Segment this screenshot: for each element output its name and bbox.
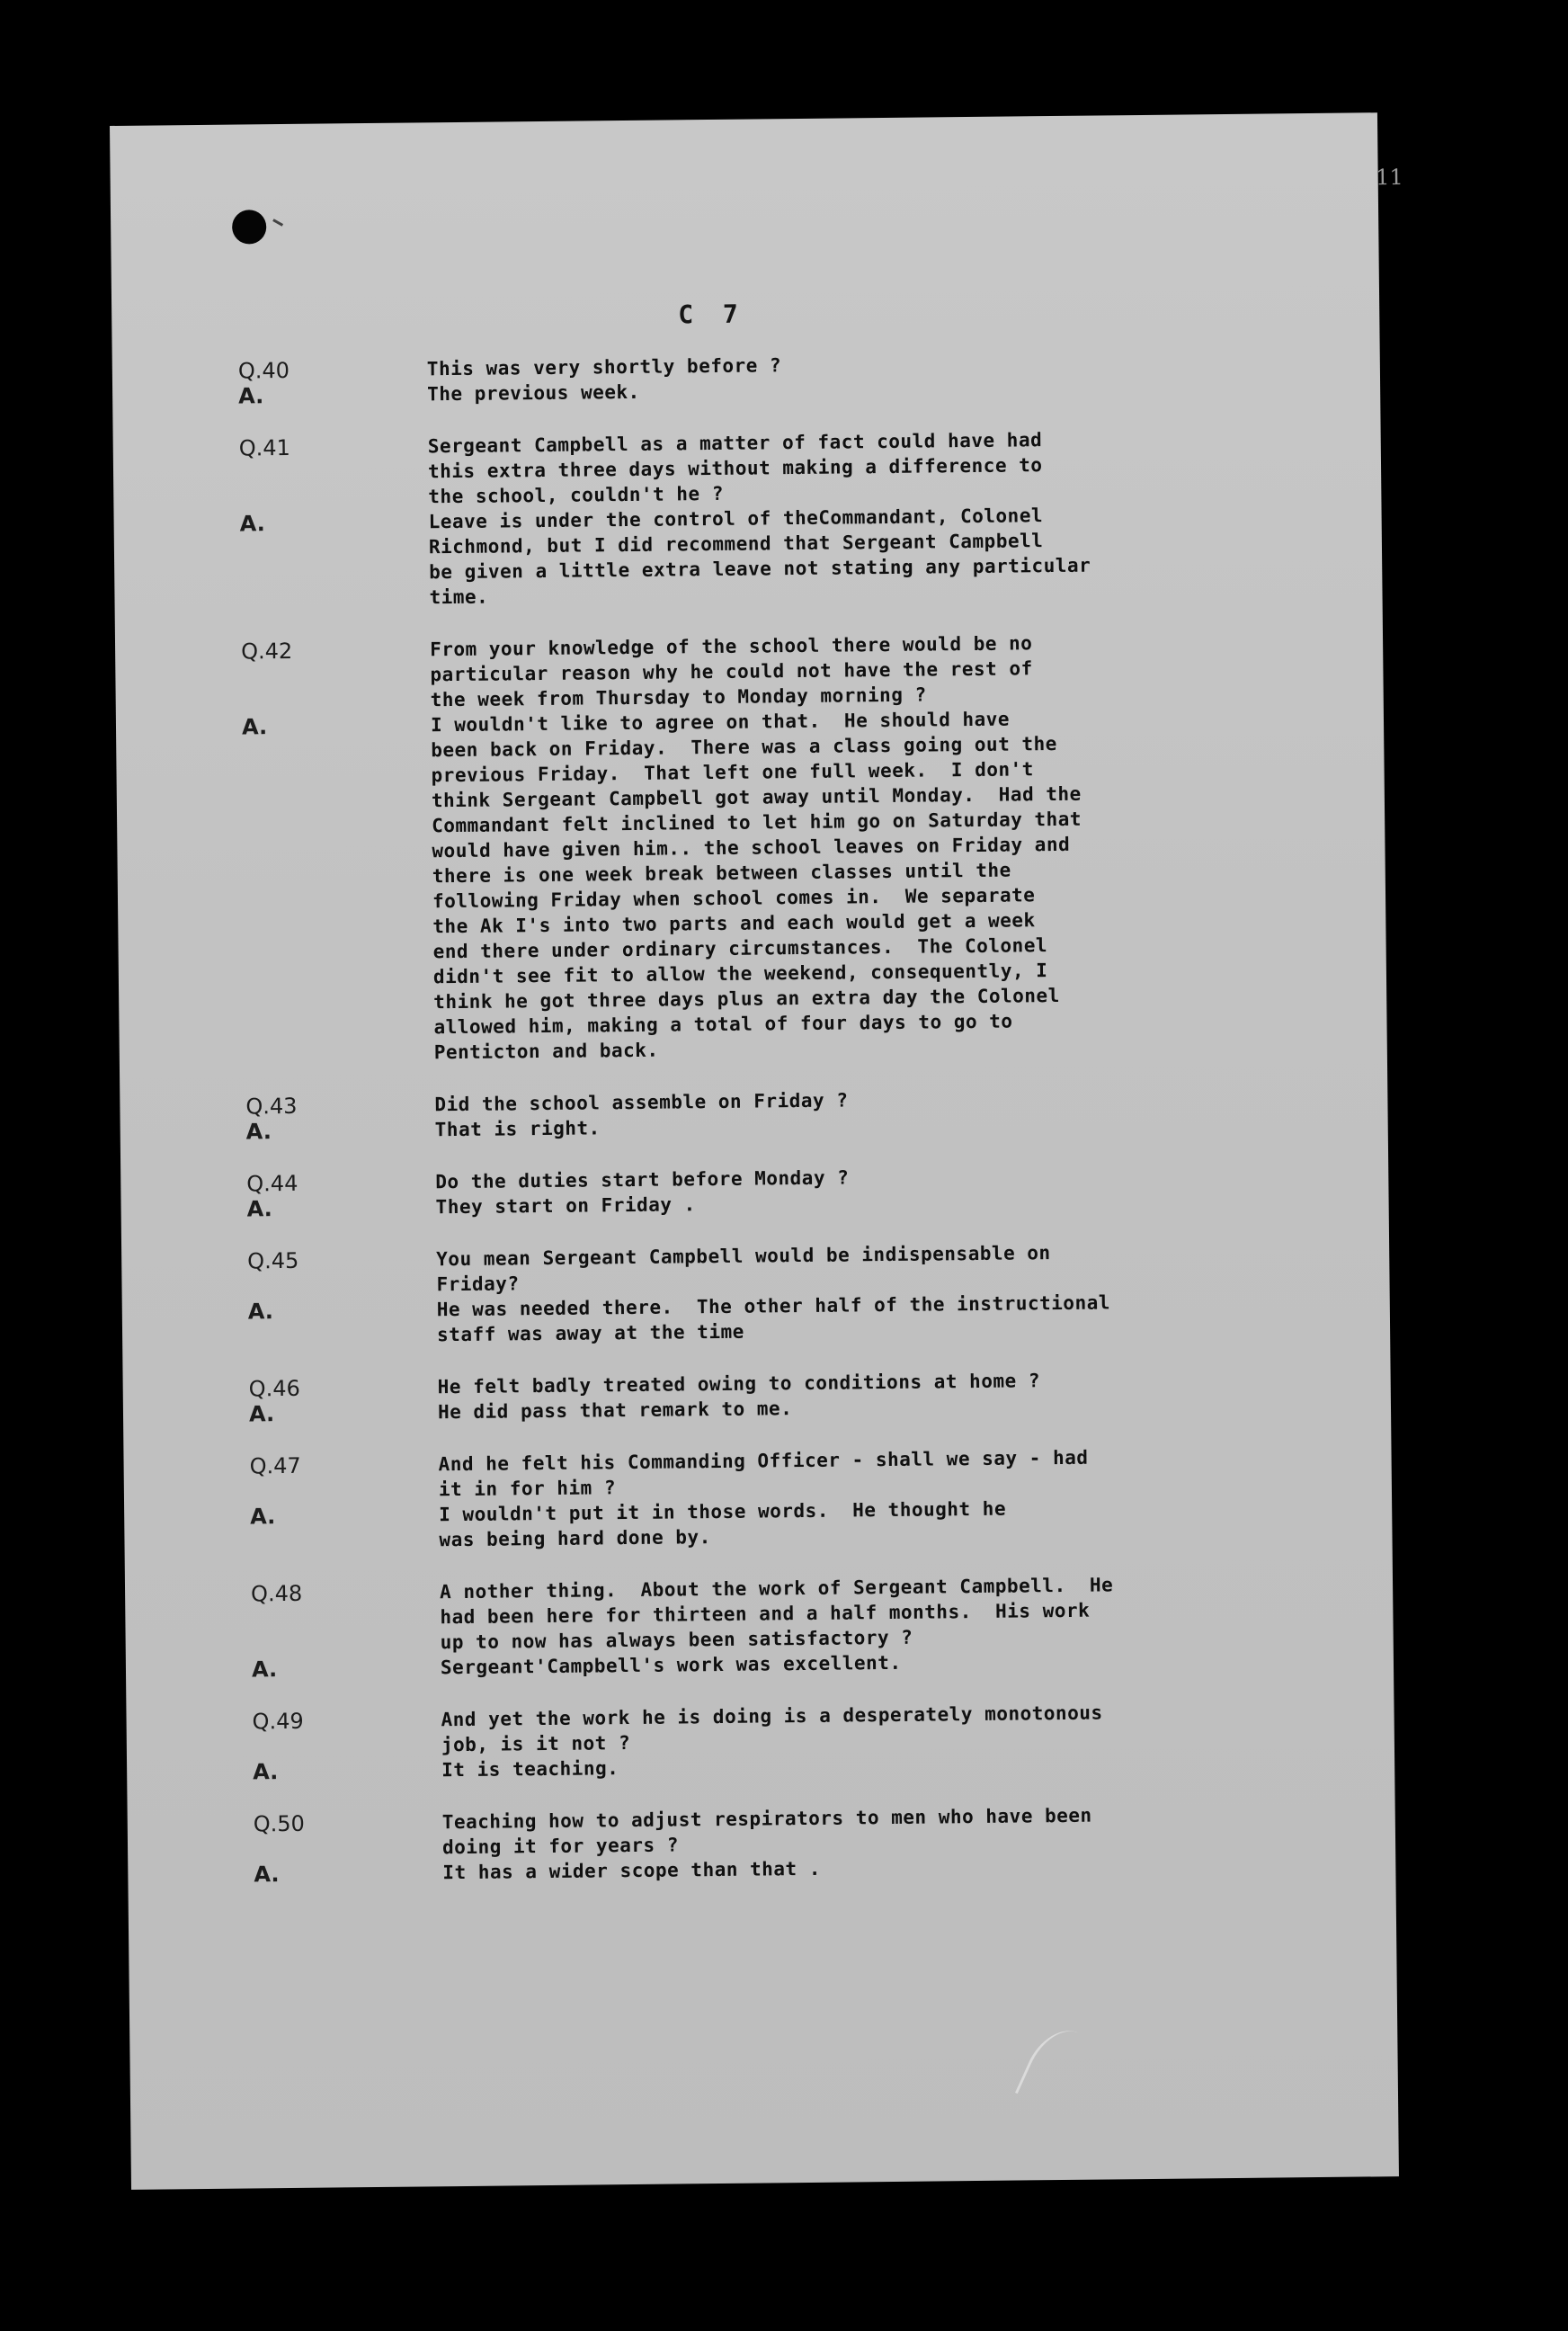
question-number: Q.41 bbox=[238, 434, 290, 461]
label-spacer bbox=[242, 687, 431, 714]
question-line: From your knowledge of the school there would be no bbox=[429, 632, 1033, 661]
qa-entry bbox=[249, 1365, 1329, 1427]
label-spacer bbox=[245, 989, 433, 1016]
question-line: the school, couldn't he ? bbox=[428, 482, 725, 508]
qa-labels bbox=[251, 1579, 441, 1682]
qa-text bbox=[438, 1442, 1329, 1552]
answer-line: He did pass that remark to me. bbox=[437, 1398, 793, 1424]
qa-labels bbox=[239, 433, 430, 612]
label-spacer bbox=[248, 1322, 437, 1349]
answer-line: I wouldn't put it in those words. He thought he bbox=[439, 1497, 1007, 1526]
qa-text bbox=[440, 1570, 1331, 1680]
answer-line: The previous week. bbox=[427, 380, 640, 406]
question-number: Q.44 bbox=[246, 1170, 298, 1197]
answer-line: He was needed there. The other half of the instructional bbox=[436, 1291, 1111, 1321]
answer-line: there is one week break between classes until the bbox=[432, 859, 1011, 888]
qa-text bbox=[434, 1083, 1325, 1142]
answer-line: following Friday when school comes in. We separate bbox=[432, 884, 1036, 913]
qa-entry bbox=[245, 1083, 1325, 1145]
question-line: particular reason why he could not have the rest of bbox=[430, 657, 1033, 686]
question-line: You mean Sergeant Campbell would be indispensable on bbox=[436, 1242, 1051, 1271]
answer-line: Commandant felt inclined to let him go on Saturday that bbox=[432, 808, 1082, 837]
label-spacer bbox=[243, 813, 432, 840]
answer-marker: A. bbox=[248, 1401, 275, 1427]
question-line: Do the duties start before Monday ? bbox=[435, 1166, 850, 1193]
question-line: up to now has always been satisfactory ? bbox=[440, 1626, 913, 1654]
answer-line: allowed him, making a total of four days to go to bbox=[433, 1010, 1013, 1039]
answer-line: That is right. bbox=[434, 1117, 601, 1141]
label-spacer bbox=[245, 1014, 433, 1041]
qa-text bbox=[436, 1237, 1327, 1347]
answer-line: I wouldn't like to agree on that. He should have bbox=[430, 708, 1011, 737]
question-line: This was very shortly before ? bbox=[426, 354, 782, 380]
answer-line: It has a wider scope than that . bbox=[442, 1857, 822, 1884]
answer-line: Sergeant'Campbell's work was excellent. bbox=[440, 1651, 902, 1679]
question-line: Teaching how to adjust respirators to men who have been bbox=[441, 1804, 1092, 1834]
question-line: He felt badly treated owing to conditions at home ? bbox=[437, 1370, 1041, 1398]
page-label: C 7 bbox=[678, 299, 745, 330]
label-spacer bbox=[242, 737, 431, 764]
answer-marker: A. bbox=[241, 714, 268, 740]
answer-marker: A. bbox=[251, 1657, 278, 1683]
label-spacer bbox=[245, 939, 433, 966]
question-number: Q.48 bbox=[250, 1580, 303, 1607]
question-number: Q.47 bbox=[249, 1452, 301, 1479]
answer-line: think he got three days plus an extra day the Colonel bbox=[433, 984, 1060, 1014]
question-line: this extra three days without making a difference to bbox=[427, 454, 1043, 483]
question-line: had been here for thirteen and a half months. His work bbox=[440, 1599, 1091, 1629]
label-spacer bbox=[245, 1040, 434, 1067]
document-page bbox=[110, 112, 1403, 2190]
question-number: Q.46 bbox=[248, 1375, 300, 1402]
qa-entry bbox=[247, 1237, 1327, 1350]
label-spacer bbox=[247, 1272, 436, 1299]
question-number: Q.43 bbox=[245, 1093, 298, 1120]
qa-entry bbox=[241, 628, 1324, 1067]
answer-marker: A. bbox=[247, 1299, 274, 1325]
label-spacer bbox=[240, 559, 429, 586]
qa-labels bbox=[245, 1092, 435, 1144]
qa-labels bbox=[238, 356, 428, 408]
label-spacer bbox=[242, 763, 431, 790]
punch-hole-mark bbox=[272, 219, 283, 227]
qa-entry bbox=[252, 1698, 1332, 1785]
label-spacer bbox=[244, 914, 432, 941]
question-line: And yet the work he is doing is a desperately monotonous bbox=[441, 1701, 1103, 1731]
answer-marker: A. bbox=[250, 1504, 276, 1530]
qa-entry bbox=[239, 424, 1320, 612]
label-spacer bbox=[239, 484, 428, 511]
qa-labels bbox=[249, 1451, 439, 1554]
question-number: Q.45 bbox=[247, 1247, 299, 1274]
qa-labels bbox=[254, 1809, 443, 1887]
qa-text bbox=[442, 1800, 1333, 1885]
punch-hole bbox=[232, 210, 266, 244]
qa-labels bbox=[247, 1246, 437, 1349]
question-line: And he felt his Commanding Officer - shall we say - had bbox=[438, 1446, 1089, 1476]
label-spacer bbox=[252, 1630, 441, 1657]
qa-entry bbox=[251, 1570, 1331, 1683]
question-line: the week from Thursday to Monday morning ? bbox=[430, 683, 927, 711]
answer-line: Richmond, but I did recommend that Sergeant Campbell bbox=[428, 530, 1044, 558]
label-spacer bbox=[243, 788, 432, 815]
answer-line: end there under ordinary circumstances. The Colonel bbox=[432, 934, 1048, 963]
qa-text bbox=[435, 1160, 1326, 1219]
answer-line: would have given him.. the school leaves on Friday and bbox=[432, 833, 1071, 862]
label-spacer bbox=[250, 1527, 439, 1554]
answer-line: staff was away at the time bbox=[436, 1320, 744, 1346]
pencil-scribble bbox=[1015, 2019, 1100, 2116]
question-number: Q.40 bbox=[237, 357, 290, 384]
qa-labels bbox=[249, 1374, 439, 1426]
label-spacer bbox=[243, 838, 432, 865]
label-spacer bbox=[244, 889, 432, 915]
qa-text bbox=[430, 628, 1324, 1065]
question-line: job, is it not ? bbox=[441, 1732, 631, 1756]
qa-labels bbox=[241, 637, 434, 1067]
transcript-body bbox=[238, 347, 1333, 1914]
question-line: Friday? bbox=[436, 1273, 520, 1296]
question-line: A nother thing. About the work of Sergeant Campbell. He bbox=[439, 1574, 1114, 1603]
question-line: Did the school assemble on Friday ? bbox=[434, 1089, 849, 1116]
answer-marker: A. bbox=[239, 511, 265, 537]
label-spacer bbox=[254, 1835, 442, 1862]
answer-line: Penticton and back. bbox=[433, 1039, 659, 1064]
qa-labels bbox=[246, 1169, 436, 1221]
label-spacer bbox=[251, 1604, 440, 1631]
answer-line: It is teaching. bbox=[441, 1757, 619, 1782]
label-spacer bbox=[244, 863, 432, 890]
label-spacer bbox=[240, 585, 429, 612]
qa-text bbox=[441, 1698, 1332, 1782]
answer-line: think Sergeant Campbell got away until Monday. Had the bbox=[431, 782, 1082, 812]
qa-entry bbox=[249, 1442, 1329, 1555]
answer-line: time. bbox=[429, 585, 489, 609]
question-line: doing it for years ? bbox=[441, 1834, 680, 1859]
qa-entry bbox=[254, 1800, 1333, 1888]
answer-marker: A. bbox=[238, 383, 264, 409]
qa-labels bbox=[252, 1707, 441, 1784]
label-spacer bbox=[245, 964, 433, 991]
answer-marker: A. bbox=[245, 1119, 272, 1145]
question-line: Sergeant Campbell as a matter of fact could have had bbox=[427, 429, 1043, 458]
label-spacer bbox=[253, 1732, 441, 1759]
answer-marker: A. bbox=[246, 1196, 272, 1222]
answer-line: They start on Friday . bbox=[435, 1193, 696, 1219]
label-spacer bbox=[239, 459, 428, 486]
corner-page-mark: 11 bbox=[1375, 164, 1403, 191]
answer-line: the Ak I's into two parts and each would get a week bbox=[432, 909, 1036, 938]
answer-line: didn't see fit to allow the weekend, consequently, I bbox=[432, 960, 1048, 988]
answer-line: previous Friday. That left one full week. I don't bbox=[431, 758, 1034, 787]
answer-line: be given a little extra leave not stating any particular bbox=[429, 554, 1091, 584]
question-number: Q.42 bbox=[240, 638, 293, 665]
qa-text bbox=[438, 1365, 1329, 1424]
answer-marker: A. bbox=[254, 1862, 280, 1888]
answer-line: was being hard done by. bbox=[439, 1526, 711, 1551]
label-spacer bbox=[250, 1477, 439, 1504]
answer-line: Leave is under the control of theCommandant, Colonel bbox=[428, 505, 1044, 533]
answer-marker: A. bbox=[253, 1759, 279, 1785]
label-spacer bbox=[240, 534, 429, 561]
answer-line: been back on Friday. There was a class going out the bbox=[431, 733, 1057, 762]
qa-text bbox=[428, 424, 1320, 610]
question-number: Q.50 bbox=[253, 1810, 305, 1837]
qa-text bbox=[427, 347, 1318, 406]
question-number: Q.49 bbox=[252, 1708, 304, 1735]
question-line: it in for him ? bbox=[438, 1477, 617, 1501]
label-spacer bbox=[241, 662, 430, 689]
qa-entry bbox=[246, 1160, 1326, 1222]
qa-entry bbox=[238, 347, 1318, 409]
